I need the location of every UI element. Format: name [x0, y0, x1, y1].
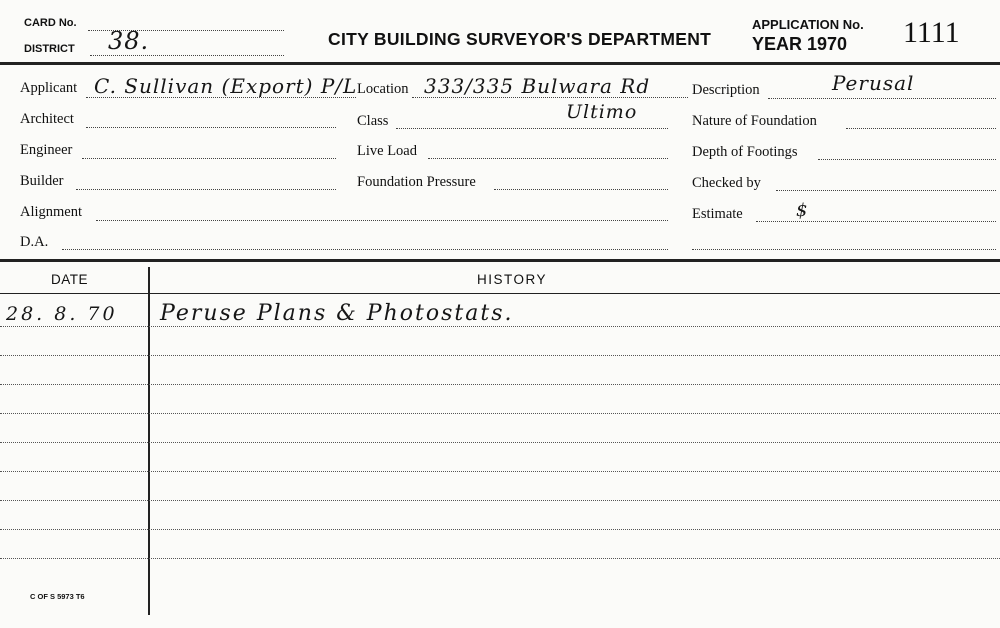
- location-value: 333/335 Bulwara Rd: [424, 74, 651, 98]
- builder-label: Builder: [20, 173, 64, 189]
- foundation-pressure-line: [494, 189, 668, 190]
- form-code: C OF S 5973 T6: [30, 592, 85, 601]
- application-no-label: APPLICATION No.: [752, 17, 864, 32]
- row-line-9: [0, 558, 1000, 559]
- live-load-line: [428, 158, 668, 159]
- da-line: [62, 249, 668, 250]
- estimate-value: $: [796, 200, 809, 221]
- row-line-1: [0, 326, 1000, 327]
- row-line-2: [0, 355, 1000, 356]
- da-label: D.A.: [20, 234, 49, 250]
- row-line-5: [0, 442, 1000, 443]
- architect-line: [86, 127, 336, 128]
- applicant-value: C. Sullivan (Export) P/L: [94, 74, 358, 98]
- depth-of-footings-label: Depth of Footings: [692, 144, 798, 160]
- engineer-label: Engineer: [20, 142, 73, 158]
- district-value: 38.: [108, 27, 150, 55]
- location-label: Location: [357, 81, 409, 97]
- year-label: YEAR 1970: [752, 34, 848, 54]
- architect-label: Architect: [20, 111, 74, 127]
- district-label: DISTRICT: [24, 43, 75, 55]
- nature-of-foundation-line: [846, 128, 996, 129]
- class-line: [396, 128, 668, 129]
- application-number: 1111: [903, 16, 960, 49]
- estimate-label: Estimate: [692, 206, 743, 222]
- header-rule: [0, 62, 1000, 65]
- foundation-pressure-label: Foundation Pressure: [357, 174, 476, 190]
- estimate-line: [756, 221, 996, 222]
- history-column-header: HISTORY: [477, 272, 548, 287]
- class-label: Class: [357, 113, 389, 129]
- district-line: [90, 55, 284, 56]
- table-top-rule: [0, 259, 1000, 262]
- row-line-6: [0, 471, 1000, 472]
- alignment-label: Alignment: [20, 204, 83, 220]
- class-value: Ultimo: [566, 101, 638, 123]
- engineer-line: [82, 158, 336, 159]
- department-title: CITY BUILDING SURVEYOR'S DEPARTMENT: [328, 29, 712, 49]
- nature-of-foundation-label: Nature of Foundation: [692, 113, 817, 129]
- history-row-date: 28. 8. 70: [6, 303, 118, 325]
- checked-by-line: [776, 190, 996, 191]
- description-value: Perusal: [832, 71, 915, 95]
- date-column-header: DATE: [51, 272, 89, 287]
- description-label: Description: [692, 82, 760, 98]
- row-line-4: [0, 413, 1000, 414]
- builder-line: [76, 189, 336, 190]
- table-header-rule: [0, 293, 1000, 294]
- card-no-label: CARD No.: [24, 17, 77, 29]
- extra-line: [692, 249, 996, 250]
- row-line-3: [0, 384, 1000, 385]
- checked-by-label: Checked by: [692, 175, 761, 191]
- depth-of-footings-line: [818, 159, 996, 160]
- row-line-7: [0, 500, 1000, 501]
- column-divider: [148, 267, 150, 615]
- alignment-line: [96, 220, 668, 221]
- live-load-label: Live Load: [357, 143, 417, 159]
- description-line: [768, 98, 996, 99]
- history-row-entry: Peruse Plans & Photostats.: [160, 301, 514, 326]
- row-line-8: [0, 529, 1000, 530]
- applicant-label: Applicant: [20, 80, 78, 96]
